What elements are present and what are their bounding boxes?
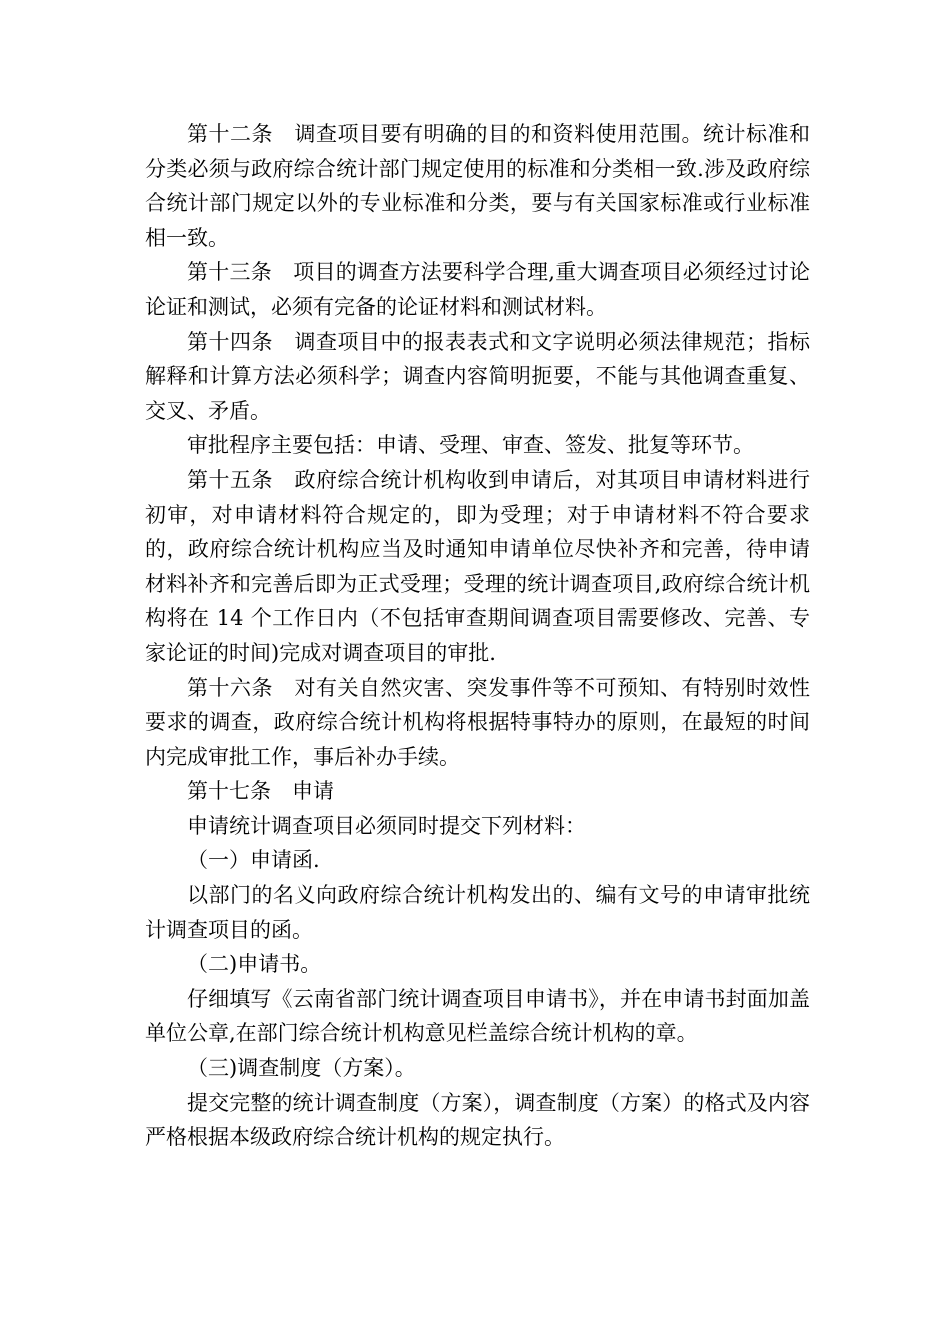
article-12: 第十二条 调查项目要有明确的目的和资料使用范围。统计标准和分类必须与政府综合统计部门规定使用的标准和分类相一致.涉及政府综合统计部门规定以外的专业标准和分类，要与有关国家标准或行业标准相一致。 bbox=[145, 122, 810, 250]
item-3-heading: （三)调查制度（方案）。 bbox=[187, 1056, 416, 1081]
article-13: 第十三条 项目的调查方法要科学合理,重大调查项目必须经过讨论论证和测试，必须有完备的论证材料和测试材料。 bbox=[145, 260, 810, 319]
document-body bbox=[145, 117, 810, 1155]
article-16: 第十六条 对有关自然灾害、突发事件等不可预知、有特别时效性要求的调查，政府综合统计机构将根据特事特办的原则，在最短的时间内完成审批工作，事后补办手续。 bbox=[145, 675, 810, 769]
article-14: 第十四条 调查项目中的报表表式和文字说明必须法律规范；指标解释和计算方法必须科学；调查内容简明扼要，不能与其他调查重复、交叉、矛盾。 bbox=[145, 329, 810, 423]
approval-procedure: 审批程序主要包括：申请、受理、审查、签发、批复等环节。 bbox=[187, 433, 754, 458]
article-17-heading: 第十七条 申请 bbox=[187, 779, 334, 804]
item-3-text: 提交完整的统计调查制度（方案），调查制度（方案）的格式及内容严格根据本级政府综合统计机构的规定执行。 bbox=[145, 1090, 810, 1150]
item-1-heading: （一）申请函. bbox=[187, 848, 320, 873]
item-1-text: 以部门的名义向政府综合统计机构发出的、编有文号的申请审批统计调查项目的函。 bbox=[145, 883, 810, 942]
item-2-heading: （二)申请书。 bbox=[187, 952, 322, 977]
materials-intro: 申请统计调查项目必须同时提交下列材料： bbox=[187, 813, 586, 838]
article-15: 第十五条 政府综合统计机构收到申请后，对其项目申请材料进行初审，对申请材料符合规定的，即为受理；对于申请材料不符合要求的，政府综合统计机构应当及时通知申请单位尽快补齐和完善，待申请材料补齐和完善后即为正式受理；受理的统计调查项目,政府综合统计机构将在 14 个工作日内（不包括审查期间调查项目需要修改、完善、专家论证的时间)完成对调查项目的审批. bbox=[145, 467, 810, 665]
item-2-text: 仔细填写《云南省部门统计调查项目申请书》，并在申请书封面加盖单位公章,在部门综合统计机构意见栏盖综合统计机构的章。 bbox=[145, 986, 810, 1046]
